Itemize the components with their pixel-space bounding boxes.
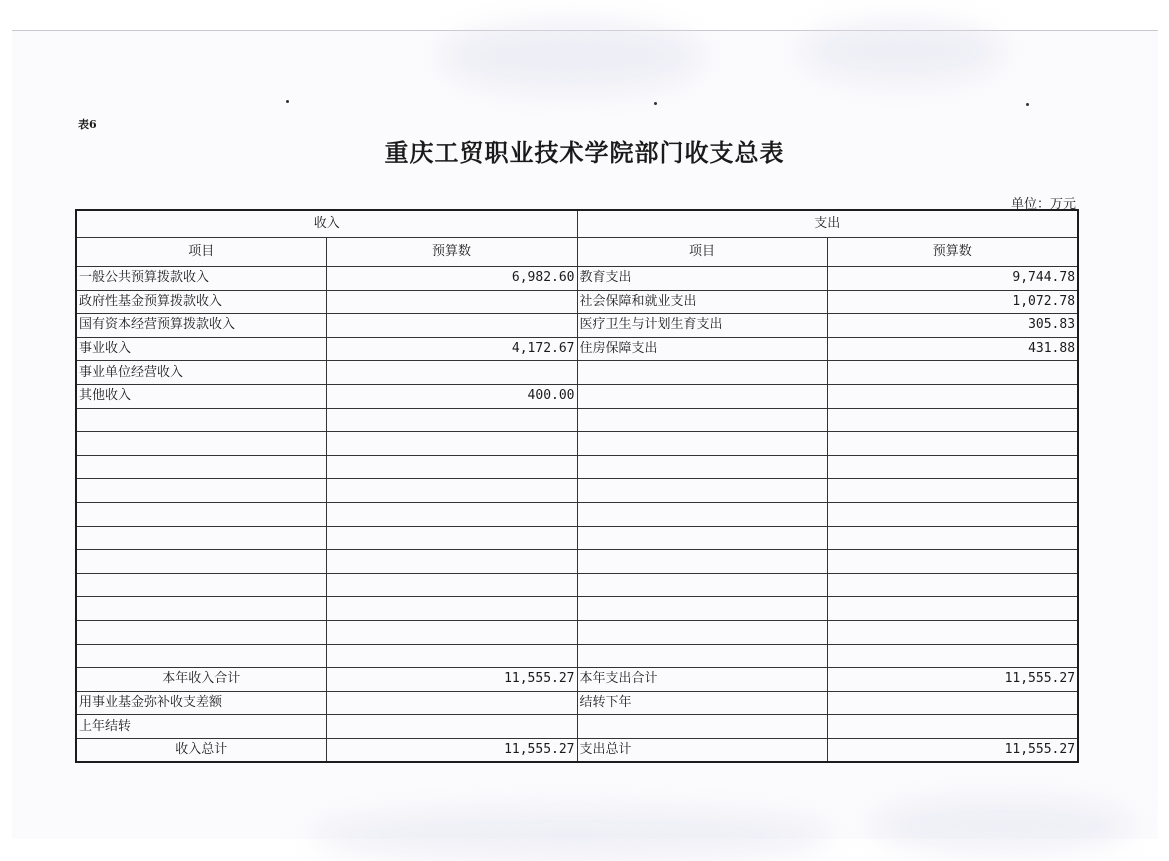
table-row <box>76 715 1078 739</box>
expense-budget-cell <box>827 620 1078 644</box>
scan-smudge <box>802 21 1002 81</box>
income-budget-cell <box>326 455 577 479</box>
expense-header: 支出 <box>577 210 1078 238</box>
income-budget-cell <box>326 715 577 739</box>
table-row <box>76 384 1078 408</box>
expense-item-cell: 社会保障和就业支出 <box>577 290 827 314</box>
page-title: 重庆工贸职业技术学院部门收支总表 <box>384 138 785 167</box>
table-row <box>76 526 1078 550</box>
expense-item-cell <box>577 455 827 479</box>
income-item-header: 项目 <box>76 238 326 267</box>
expense-budget-cell: 431.88 <box>827 337 1078 361</box>
scan-dot <box>286 100 289 103</box>
table-row <box>76 620 1078 644</box>
income-budget-cell <box>326 597 577 621</box>
table-row <box>76 502 1078 526</box>
table-row <box>76 337 1078 361</box>
expense-item-cell <box>577 597 827 621</box>
income-item-cell <box>76 573 326 597</box>
income-item-cell: 本年收入合计 <box>76 668 326 692</box>
expense-budget-cell: 11,555.27 <box>827 668 1078 692</box>
expense-item-cell <box>577 550 827 574</box>
scan-smudge <box>872 801 1132 851</box>
expense-item-cell <box>577 361 827 385</box>
unit-label: 单位：万元 <box>1010 197 1076 212</box>
income-budget-cell <box>326 314 577 338</box>
income-item-cell <box>76 432 326 456</box>
income-item-cell <box>76 620 326 644</box>
table-row <box>76 290 1078 314</box>
table-row <box>76 314 1078 338</box>
expense-item-cell <box>577 620 827 644</box>
expense-item-cell: 医疗卫生与计划生育支出 <box>577 314 827 338</box>
income-item-cell <box>76 479 326 503</box>
expense-budget-header: 预算数 <box>827 238 1078 267</box>
expense-item-header: 项目 <box>577 238 827 267</box>
column-header-row <box>76 238 1078 267</box>
income-budget-cell <box>326 290 577 314</box>
expense-budget-cell <box>827 715 1078 739</box>
income-budget-cell <box>326 526 577 550</box>
table-row <box>76 408 1078 432</box>
expense-budget-cell: 305.83 <box>827 314 1078 338</box>
expense-budget-cell <box>827 691 1078 715</box>
expense-budget-cell <box>827 384 1078 408</box>
expense-item-cell <box>577 502 827 526</box>
income-item-cell: 政府性基金预算拨款收入 <box>76 290 326 314</box>
income-item-cell <box>76 550 326 574</box>
table-row <box>76 550 1078 574</box>
table-row <box>76 644 1078 668</box>
table-row <box>76 479 1078 503</box>
expense-item-cell <box>577 384 827 408</box>
table-row <box>76 432 1078 456</box>
table-row <box>76 267 1078 291</box>
income-budget-cell <box>326 479 577 503</box>
income-budget-cell <box>326 691 577 715</box>
expense-item-cell: 结转下年 <box>577 691 827 715</box>
expense-budget-cell <box>827 573 1078 597</box>
table-row <box>76 361 1078 385</box>
expense-budget-cell: 9,744.78 <box>827 267 1078 291</box>
expense-budget-cell: 1,072.78 <box>827 290 1078 314</box>
expense-item-cell <box>577 408 827 432</box>
expense-budget-cell <box>827 408 1078 432</box>
scan-dot <box>1026 103 1029 106</box>
expense-budget-cell: 11,555.27 <box>827 738 1078 762</box>
income-item-cell: 一般公共预算拨款收入 <box>76 267 326 291</box>
expense-budget-cell <box>827 432 1078 456</box>
income-budget-cell: 11,555.27 <box>326 738 577 762</box>
expense-item-cell: 支出总计 <box>577 738 827 762</box>
income-item-cell: 收入总计 <box>76 738 326 762</box>
expense-item-cell <box>577 573 827 597</box>
income-budget-cell: 11,555.27 <box>326 668 577 692</box>
table-row <box>76 573 1078 597</box>
scan-dot <box>654 102 657 105</box>
expense-budget-cell <box>827 644 1078 668</box>
expense-item-cell: 教育支出 <box>577 267 827 291</box>
table-row <box>76 455 1078 479</box>
income-item-cell: 国有资本经营预算拨款收入 <box>76 314 326 338</box>
expense-budget-cell <box>827 455 1078 479</box>
expense-budget-cell <box>827 479 1078 503</box>
income-item-cell: 事业单位经营收入 <box>76 361 326 385</box>
expense-item-cell <box>577 432 827 456</box>
table-row <box>76 597 1078 621</box>
expense-item-cell <box>577 526 827 550</box>
scan-smudge <box>312 811 832 861</box>
income-item-cell: 上年结转 <box>76 715 326 739</box>
income-item-cell <box>76 597 326 621</box>
income-budget-cell: 4,172.67 <box>326 337 577 361</box>
income-budget-cell <box>326 644 577 668</box>
expense-budget-cell <box>827 597 1078 621</box>
income-item-cell: 用事业基金弥补收支差额 <box>76 691 326 715</box>
income-budget-header: 预算数 <box>326 238 577 267</box>
income-item-cell <box>76 644 326 668</box>
table-number: 表6 <box>78 118 97 131</box>
income-item-cell: 事业收入 <box>76 337 326 361</box>
income-budget-cell: 400.00 <box>326 384 577 408</box>
scan-smudge <box>442 21 702 91</box>
income-budget-cell <box>326 502 577 526</box>
table-row <box>76 668 1078 692</box>
income-budget-cell: 6,982.60 <box>326 267 577 291</box>
income-item-cell <box>76 502 326 526</box>
income-budget-cell <box>326 573 577 597</box>
expense-item-cell <box>577 715 827 739</box>
expense-budget-cell <box>827 550 1078 574</box>
expense-item-cell: 住房保障支出 <box>577 337 827 361</box>
income-item-cell <box>76 408 326 432</box>
expense-item-cell <box>577 644 827 668</box>
expense-item-cell: 本年支出合计 <box>577 668 827 692</box>
expense-budget-cell <box>827 526 1078 550</box>
income-budget-cell <box>326 620 577 644</box>
table-row <box>76 691 1078 715</box>
table-row <box>76 738 1078 762</box>
income-item-cell <box>76 455 326 479</box>
budget-summary-table <box>75 209 1079 763</box>
income-budget-cell <box>326 432 577 456</box>
income-item-cell <box>76 526 326 550</box>
income-budget-cell <box>326 550 577 574</box>
section-header-row <box>76 210 1078 238</box>
expense-budget-cell <box>827 502 1078 526</box>
income-header: 收入 <box>76 210 577 238</box>
income-budget-cell <box>326 361 577 385</box>
expense-item-cell <box>577 479 827 503</box>
income-budget-cell <box>326 408 577 432</box>
expense-budget-cell <box>827 361 1078 385</box>
income-item-cell: 其他收入 <box>76 384 326 408</box>
